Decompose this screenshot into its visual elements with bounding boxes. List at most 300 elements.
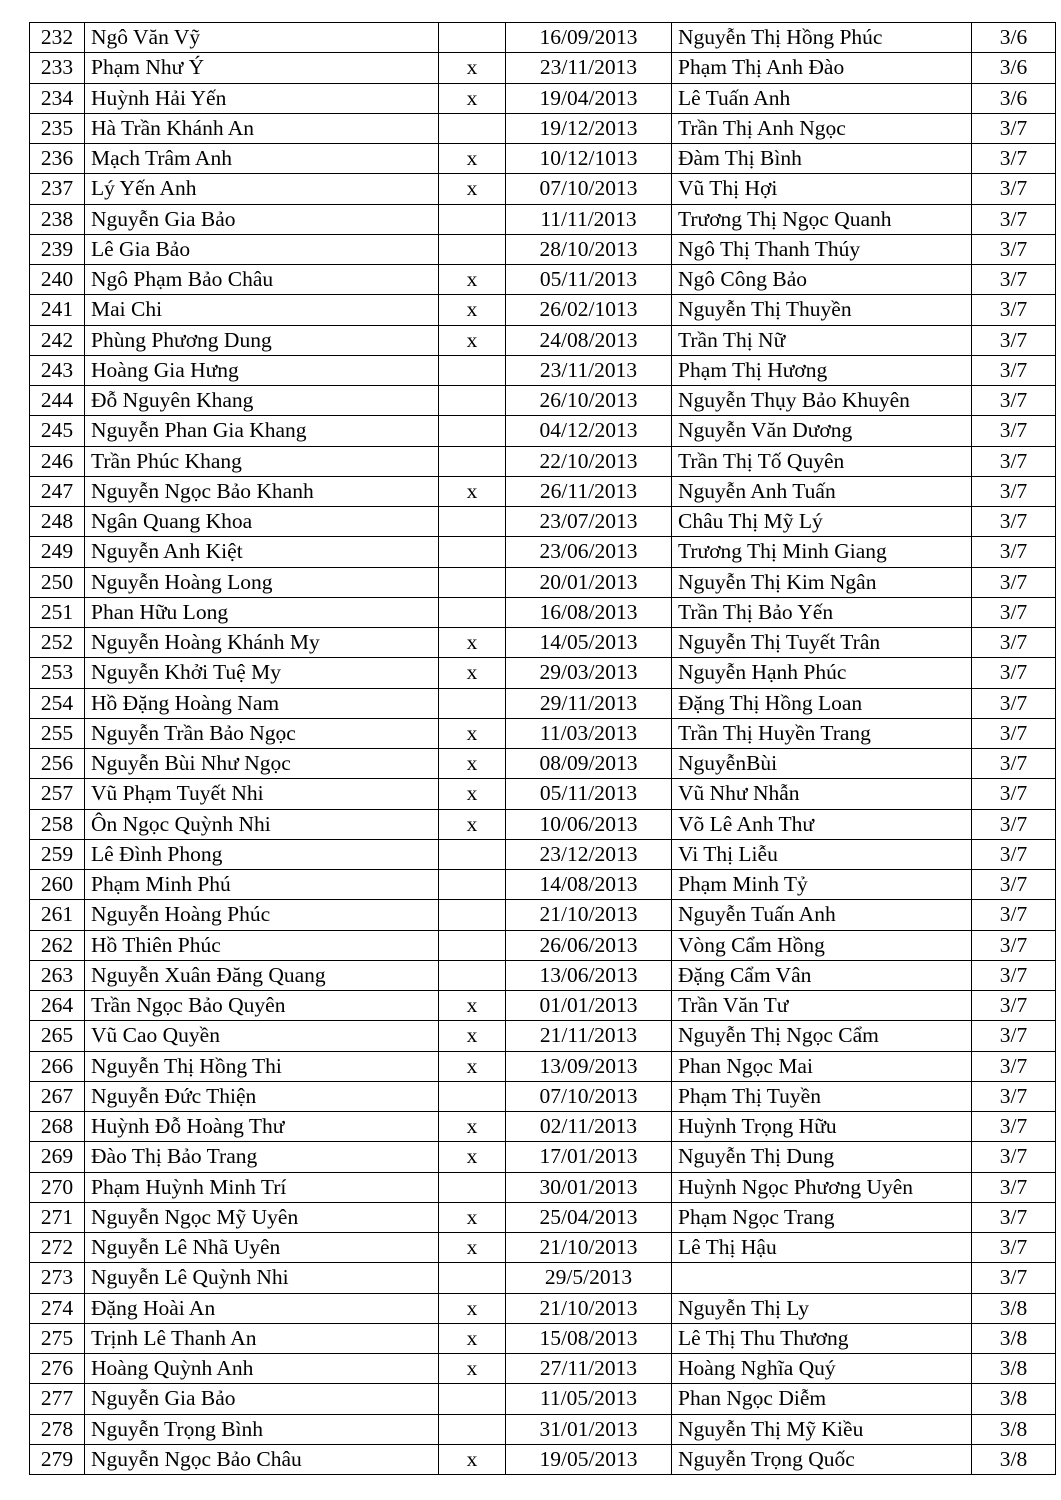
table-row (30, 53, 1056, 83)
female-mark-cell (439, 355, 506, 385)
table-row (30, 1384, 1056, 1414)
class-cell: 3/8 (972, 1384, 1056, 1414)
student-name-cell: Nguyễn Lê Nhã Uyên (85, 1233, 439, 1263)
table-row (30, 144, 1056, 174)
table-row (30, 991, 1056, 1021)
female-mark-cell: x (439, 295, 506, 325)
birth-date-cell: 10/06/2013 (506, 809, 672, 839)
parent-name-cell: Phạm Thị Anh Đào (672, 53, 972, 83)
student-name-cell: Hồ Đặng Hoàng Nam (85, 688, 439, 718)
row-number-cell: 262 (30, 930, 85, 960)
female-mark-cell (439, 1081, 506, 1111)
parent-name-cell (672, 1263, 972, 1293)
birth-date-cell: 19/04/2013 (506, 83, 672, 113)
birth-date-cell: 21/10/2013 (506, 900, 672, 930)
birth-date-cell: 05/11/2013 (506, 265, 672, 295)
row-number-cell: 267 (30, 1081, 85, 1111)
class-cell: 3/7 (972, 446, 1056, 476)
table-row (30, 295, 1056, 325)
row-number-cell: 232 (30, 23, 85, 53)
female-mark-cell (439, 597, 506, 627)
class-cell: 3/7 (972, 204, 1056, 234)
birth-date-cell: 26/10/2013 (506, 386, 672, 416)
student-name-cell: Lê Gia Bảo (85, 234, 439, 264)
table-row (30, 1354, 1056, 1384)
table-row (30, 658, 1056, 688)
table-row (30, 870, 1056, 900)
parent-name-cell: Nguyễn Hạnh Phúc (672, 658, 972, 688)
student-name-cell: Phạm Như Ý (85, 53, 439, 83)
parent-name-cell: Phạm Ngọc Trang (672, 1202, 972, 1232)
parent-name-cell: Trương Thị Minh Giang (672, 537, 972, 567)
female-mark-cell: x (439, 718, 506, 748)
row-number-cell: 241 (30, 295, 85, 325)
class-cell: 3/7 (972, 355, 1056, 385)
parent-name-cell: Trần Thị Nữ (672, 325, 972, 355)
class-cell: 3/7 (972, 779, 1056, 809)
student-name-cell: Nguyễn Xuân Đăng Quang (85, 960, 439, 990)
student-name-cell: Hoàng Gia Hưng (85, 355, 439, 385)
student-name-cell: Trần Ngọc Bảo Quyên (85, 991, 439, 1021)
class-cell: 3/7 (972, 234, 1056, 264)
student-name-cell: Trần Phúc Khang (85, 446, 439, 476)
class-cell: 3/7 (972, 1051, 1056, 1081)
parent-name-cell: Nguyễn Thị Ngọc Cẩm (672, 1021, 972, 1051)
table-row (30, 1414, 1056, 1444)
table-row (30, 1112, 1056, 1142)
row-number-cell: 236 (30, 144, 85, 174)
birth-date-cell: 11/03/2013 (506, 718, 672, 748)
female-mark-cell (439, 839, 506, 869)
female-mark-cell (439, 870, 506, 900)
birth-date-cell: 19/05/2013 (506, 1444, 672, 1474)
table-row (30, 688, 1056, 718)
class-cell: 3/8 (972, 1354, 1056, 1384)
parent-name-cell: Huỳnh Trọng Hữu (672, 1112, 972, 1142)
birth-date-cell: 29/03/2013 (506, 658, 672, 688)
class-cell: 3/6 (972, 83, 1056, 113)
parent-name-cell: Vũ Như Nhẫn (672, 779, 972, 809)
row-number-cell: 272 (30, 1233, 85, 1263)
row-number-cell: 242 (30, 325, 85, 355)
birth-date-cell: 14/05/2013 (506, 628, 672, 658)
parent-name-cell: Trần Thị Bảo Yến (672, 597, 972, 627)
parent-name-cell: Nguyễn Thị Dung (672, 1142, 972, 1172)
birth-date-cell: 23/06/2013 (506, 537, 672, 567)
row-number-cell: 266 (30, 1051, 85, 1081)
class-cell: 3/7 (972, 991, 1056, 1021)
class-cell: 3/7 (972, 567, 1056, 597)
table-row (30, 779, 1056, 809)
parent-name-cell: Vi Thị Liễu (672, 839, 972, 869)
student-list-body (30, 23, 1056, 1475)
student-name-cell: Nguyễn Hoàng Long (85, 567, 439, 597)
row-number-cell: 233 (30, 53, 85, 83)
birth-date-cell: 11/05/2013 (506, 1384, 672, 1414)
table-row (30, 113, 1056, 143)
birth-date-cell: 05/11/2013 (506, 779, 672, 809)
student-name-cell: Vũ Phạm Tuyết Nhi (85, 779, 439, 809)
female-mark-cell: x (439, 83, 506, 113)
female-mark-cell: x (439, 1444, 506, 1474)
parent-name-cell: Vũ Thị Hợi (672, 174, 972, 204)
birth-date-cell: 23/11/2013 (506, 355, 672, 385)
class-cell: 3/7 (972, 507, 1056, 537)
parent-name-cell: Nguyễn Thị Hồng Phúc (672, 23, 972, 53)
student-name-cell: Nguyễn Trọng Bình (85, 1414, 439, 1444)
row-number-cell: 238 (30, 204, 85, 234)
parent-name-cell: Ngô Công Bảo (672, 265, 972, 295)
birth-date-cell: 26/11/2013 (506, 476, 672, 506)
female-mark-cell (439, 1263, 506, 1293)
student-name-cell: Nguyễn Trần Bảo Ngọc (85, 718, 439, 748)
parent-name-cell: Trương Thị Ngọc Quanh (672, 204, 972, 234)
birth-date-cell: 21/10/2013 (506, 1233, 672, 1263)
table-row (30, 1202, 1056, 1232)
birth-date-cell: 13/09/2013 (506, 1051, 672, 1081)
birth-date-cell: 13/06/2013 (506, 960, 672, 990)
parent-name-cell: Phạm Thị Tuyền (672, 1081, 972, 1111)
parent-name-cell: Nguyễn Thị Tuyết Trân (672, 628, 972, 658)
table-row (30, 1323, 1056, 1353)
student-list-table (29, 22, 1056, 1475)
birth-date-cell: 17/01/2013 (506, 1142, 672, 1172)
class-cell: 3/7 (972, 144, 1056, 174)
student-name-cell: Nguyễn Khởi Tuệ My (85, 658, 439, 688)
row-number-cell: 270 (30, 1172, 85, 1202)
birth-date-cell: 19/12/2013 (506, 113, 672, 143)
row-number-cell: 251 (30, 597, 85, 627)
parent-name-cell: Phạm Thị Hương (672, 355, 972, 385)
parent-name-cell: Trần Thị Huyền Trang (672, 718, 972, 748)
student-name-cell: Đỗ Nguyên Khang (85, 386, 439, 416)
female-mark-cell (439, 113, 506, 143)
student-name-cell: Hoàng Quỳnh Anh (85, 1354, 439, 1384)
student-name-cell: Vũ Cao Quyền (85, 1021, 439, 1051)
class-cell: 3/7 (972, 1081, 1056, 1111)
row-number-cell: 244 (30, 386, 85, 416)
female-mark-cell (439, 688, 506, 718)
table-row (30, 839, 1056, 869)
student-name-cell: Ôn Ngọc Quỳnh Nhi (85, 809, 439, 839)
student-name-cell: Ngô Văn Vỹ (85, 23, 439, 53)
table-row (30, 416, 1056, 446)
class-cell: 3/7 (972, 749, 1056, 779)
birth-date-cell: 30/01/2013 (506, 1172, 672, 1202)
female-mark-cell (439, 900, 506, 930)
birth-date-cell: 15/08/2013 (506, 1323, 672, 1353)
birth-date-cell: 22/10/2013 (506, 446, 672, 476)
parent-name-cell: Nguyễn Thị Kim Ngân (672, 567, 972, 597)
class-cell: 3/7 (972, 1233, 1056, 1263)
parent-name-cell: Trần Thị Tố Quyên (672, 446, 972, 476)
birth-date-cell: 24/08/2013 (506, 325, 672, 355)
female-mark-cell: x (439, 749, 506, 779)
class-cell: 3/7 (972, 386, 1056, 416)
female-mark-cell: x (439, 476, 506, 506)
table-row (30, 718, 1056, 748)
class-cell: 3/8 (972, 1323, 1056, 1353)
female-mark-cell: x (439, 1051, 506, 1081)
female-mark-cell: x (439, 1293, 506, 1323)
row-number-cell: 246 (30, 446, 85, 476)
table-row (30, 628, 1056, 658)
class-cell: 3/7 (972, 597, 1056, 627)
table-row (30, 1172, 1056, 1202)
student-name-cell: Phạm Huỳnh Minh Trí (85, 1172, 439, 1202)
class-cell: 3/7 (972, 1202, 1056, 1232)
table-row (30, 23, 1056, 53)
table-row (30, 355, 1056, 385)
row-number-cell: 275 (30, 1323, 85, 1353)
female-mark-cell: x (439, 325, 506, 355)
class-cell: 3/7 (972, 1172, 1056, 1202)
female-mark-cell: x (439, 1021, 506, 1051)
table-row (30, 1021, 1056, 1051)
female-mark-cell (439, 234, 506, 264)
birth-date-cell: 01/01/2013 (506, 991, 672, 1021)
birth-date-cell: 26/02/1013 (506, 295, 672, 325)
birth-date-cell: 27/11/2013 (506, 1354, 672, 1384)
female-mark-cell: x (439, 174, 506, 204)
table-row (30, 749, 1056, 779)
table-row (30, 930, 1056, 960)
student-name-cell: Phạm Minh Phú (85, 870, 439, 900)
birth-date-cell: 21/10/2013 (506, 1293, 672, 1323)
table-row (30, 597, 1056, 627)
birth-date-cell: 28/10/2013 (506, 234, 672, 264)
birth-date-cell: 16/08/2013 (506, 597, 672, 627)
table-row (30, 1081, 1056, 1111)
parent-name-cell: Đặng Cẩm Vân (672, 960, 972, 990)
student-name-cell: Huỳnh Đỗ Hoàng Thư (85, 1112, 439, 1142)
class-cell: 3/7 (972, 174, 1056, 204)
birth-date-cell: 31/01/2013 (506, 1414, 672, 1444)
table-row (30, 386, 1056, 416)
student-name-cell: Nguyễn Gia Bảo (85, 204, 439, 234)
row-number-cell: 250 (30, 567, 85, 597)
class-cell: 3/7 (972, 295, 1056, 325)
birth-date-cell: 14/08/2013 (506, 870, 672, 900)
row-number-cell: 276 (30, 1354, 85, 1384)
birth-date-cell: 23/11/2013 (506, 53, 672, 83)
birth-date-cell: 23/12/2013 (506, 839, 672, 869)
birth-date-cell: 20/01/2013 (506, 567, 672, 597)
row-number-cell: 257 (30, 779, 85, 809)
class-cell: 3/7 (972, 416, 1056, 446)
table-row (30, 1142, 1056, 1172)
class-cell: 3/8 (972, 1414, 1056, 1444)
student-name-cell: Hồ Thiên Phúc (85, 930, 439, 960)
class-cell: 3/8 (972, 1293, 1056, 1323)
student-name-cell: Nguyễn Đức Thiện (85, 1081, 439, 1111)
row-number-cell: 279 (30, 1444, 85, 1474)
female-mark-cell: x (439, 658, 506, 688)
female-mark-cell (439, 446, 506, 476)
student-name-cell: Mạch Trâm Anh (85, 144, 439, 174)
class-cell: 3/7 (972, 658, 1056, 688)
row-number-cell: 234 (30, 83, 85, 113)
table-row (30, 1293, 1056, 1323)
birth-date-cell: 25/04/2013 (506, 1202, 672, 1232)
birth-date-cell: 29/11/2013 (506, 688, 672, 718)
student-name-cell: Nguyễn Hoàng Phúc (85, 900, 439, 930)
female-mark-cell: x (439, 1202, 506, 1232)
table-row (30, 83, 1056, 113)
row-number-cell: 248 (30, 507, 85, 537)
class-cell: 3/7 (972, 900, 1056, 930)
student-name-cell: Nguyễn Thị Hồng Thi (85, 1051, 439, 1081)
parent-name-cell: Ngô Thị Thanh Thúy (672, 234, 972, 264)
parent-name-cell: Lê Thị Thu Thương (672, 1323, 972, 1353)
female-mark-cell: x (439, 53, 506, 83)
table-row (30, 537, 1056, 567)
birth-date-cell: 08/09/2013 (506, 749, 672, 779)
female-mark-cell (439, 960, 506, 990)
row-number-cell: 240 (30, 265, 85, 295)
student-name-cell: Nguyễn Ngọc Mỹ Uyên (85, 1202, 439, 1232)
parent-name-cell: NguyễnBùi (672, 749, 972, 779)
row-number-cell: 269 (30, 1142, 85, 1172)
class-cell: 3/7 (972, 537, 1056, 567)
table-row (30, 476, 1056, 506)
female-mark-cell: x (439, 265, 506, 295)
table-row (30, 1051, 1056, 1081)
row-number-cell: 245 (30, 416, 85, 446)
parent-name-cell: Châu Thị Mỹ Lý (672, 507, 972, 537)
row-number-cell: 255 (30, 718, 85, 748)
class-cell: 3/7 (972, 718, 1056, 748)
female-mark-cell (439, 23, 506, 53)
row-number-cell: 274 (30, 1293, 85, 1323)
row-number-cell: 247 (30, 476, 85, 506)
female-mark-cell: x (439, 779, 506, 809)
female-mark-cell (439, 386, 506, 416)
class-cell: 3/7 (972, 476, 1056, 506)
parent-name-cell: Lê Tuấn Anh (672, 83, 972, 113)
student-name-cell: Đặng Hoài An (85, 1293, 439, 1323)
table-row (30, 174, 1056, 204)
birth-date-cell: 02/11/2013 (506, 1112, 672, 1142)
table-row (30, 809, 1056, 839)
female-mark-cell (439, 204, 506, 234)
row-number-cell: 260 (30, 870, 85, 900)
class-cell: 3/8 (972, 1444, 1056, 1474)
class-cell: 3/7 (972, 688, 1056, 718)
female-mark-cell (439, 1172, 506, 1202)
parent-name-cell: Huỳnh Ngọc Phương Uyên (672, 1172, 972, 1202)
table-row (30, 325, 1056, 355)
class-cell: 3/7 (972, 628, 1056, 658)
parent-name-cell: Võ Lê Anh Thư (672, 809, 972, 839)
female-mark-cell (439, 416, 506, 446)
parent-name-cell: Nguyễn Tuấn Anh (672, 900, 972, 930)
female-mark-cell (439, 930, 506, 960)
row-number-cell: 243 (30, 355, 85, 385)
row-number-cell: 235 (30, 113, 85, 143)
table-row (30, 204, 1056, 234)
class-cell: 3/7 (972, 1021, 1056, 1051)
row-number-cell: 239 (30, 234, 85, 264)
class-cell: 3/7 (972, 870, 1056, 900)
class-cell: 3/7 (972, 809, 1056, 839)
female-mark-cell: x (439, 1142, 506, 1172)
female-mark-cell: x (439, 628, 506, 658)
row-number-cell: 237 (30, 174, 85, 204)
class-cell: 3/6 (972, 23, 1056, 53)
table-row (30, 900, 1056, 930)
student-name-cell: Lý Yến Anh (85, 174, 439, 204)
female-mark-cell (439, 537, 506, 567)
parent-name-cell: Nguyễn Thị Thuyền (672, 295, 972, 325)
parent-name-cell: Phan Ngọc Diễm (672, 1384, 972, 1414)
student-name-cell: Nguyễn Gia Bảo (85, 1384, 439, 1414)
row-number-cell: 258 (30, 809, 85, 839)
parent-name-cell: Phan Ngọc Mai (672, 1051, 972, 1081)
birth-date-cell: 26/06/2013 (506, 930, 672, 960)
class-cell: 3/6 (972, 53, 1056, 83)
table-row (30, 1263, 1056, 1293)
parent-name-cell: Nguyễn Thụy Bảo Khuyên (672, 386, 972, 416)
table-row (30, 234, 1056, 264)
parent-name-cell: Nguyễn Thị Ly (672, 1293, 972, 1323)
female-mark-cell (439, 507, 506, 537)
class-cell: 3/7 (972, 930, 1056, 960)
student-name-cell: Nguyễn Lê Quỳnh Nhi (85, 1263, 439, 1293)
class-cell: 3/7 (972, 1142, 1056, 1172)
table-row (30, 567, 1056, 597)
female-mark-cell: x (439, 1323, 506, 1353)
birth-date-cell: 16/09/2013 (506, 23, 672, 53)
table-row (30, 446, 1056, 476)
row-number-cell: 253 (30, 658, 85, 688)
female-mark-cell (439, 1414, 506, 1444)
student-name-cell: Mai Chi (85, 295, 439, 325)
female-mark-cell (439, 567, 506, 597)
birth-date-cell: 10/12/1013 (506, 144, 672, 174)
student-name-cell: Nguyễn Bùi Như Ngọc (85, 749, 439, 779)
female-mark-cell (439, 1384, 506, 1414)
student-name-cell: Phan Hữu Long (85, 597, 439, 627)
parent-name-cell: Vòng Cẩm Hồng (672, 930, 972, 960)
parent-name-cell: Nguyễn Thị Mỹ Kiều (672, 1414, 972, 1444)
student-name-cell: Phùng Phương Dung (85, 325, 439, 355)
row-number-cell: 273 (30, 1263, 85, 1293)
parent-name-cell: Phạm Minh Tỷ (672, 870, 972, 900)
parent-name-cell: Đặng Thị Hồng Loan (672, 688, 972, 718)
table-row (30, 1444, 1056, 1474)
female-mark-cell: x (439, 1233, 506, 1263)
row-number-cell: 249 (30, 537, 85, 567)
table-row (30, 960, 1056, 990)
student-name-cell: Nguyễn Ngọc Bảo Khanh (85, 476, 439, 506)
birth-date-cell: 07/10/2013 (506, 174, 672, 204)
parent-name-cell: Trần Thị Anh Ngọc (672, 113, 972, 143)
parent-name-cell: Đàm Thị Bình (672, 144, 972, 174)
row-number-cell: 278 (30, 1414, 85, 1444)
female-mark-cell: x (439, 144, 506, 174)
table-row (30, 265, 1056, 295)
row-number-cell: 252 (30, 628, 85, 658)
female-mark-cell: x (439, 809, 506, 839)
row-number-cell: 254 (30, 688, 85, 718)
student-name-cell: Ngân Quang Khoa (85, 507, 439, 537)
row-number-cell: 263 (30, 960, 85, 990)
parent-name-cell: Lê Thị Hậu (672, 1233, 972, 1263)
row-number-cell: 259 (30, 839, 85, 869)
class-cell: 3/7 (972, 1112, 1056, 1142)
parent-name-cell: Nguyễn Văn Dương (672, 416, 972, 446)
